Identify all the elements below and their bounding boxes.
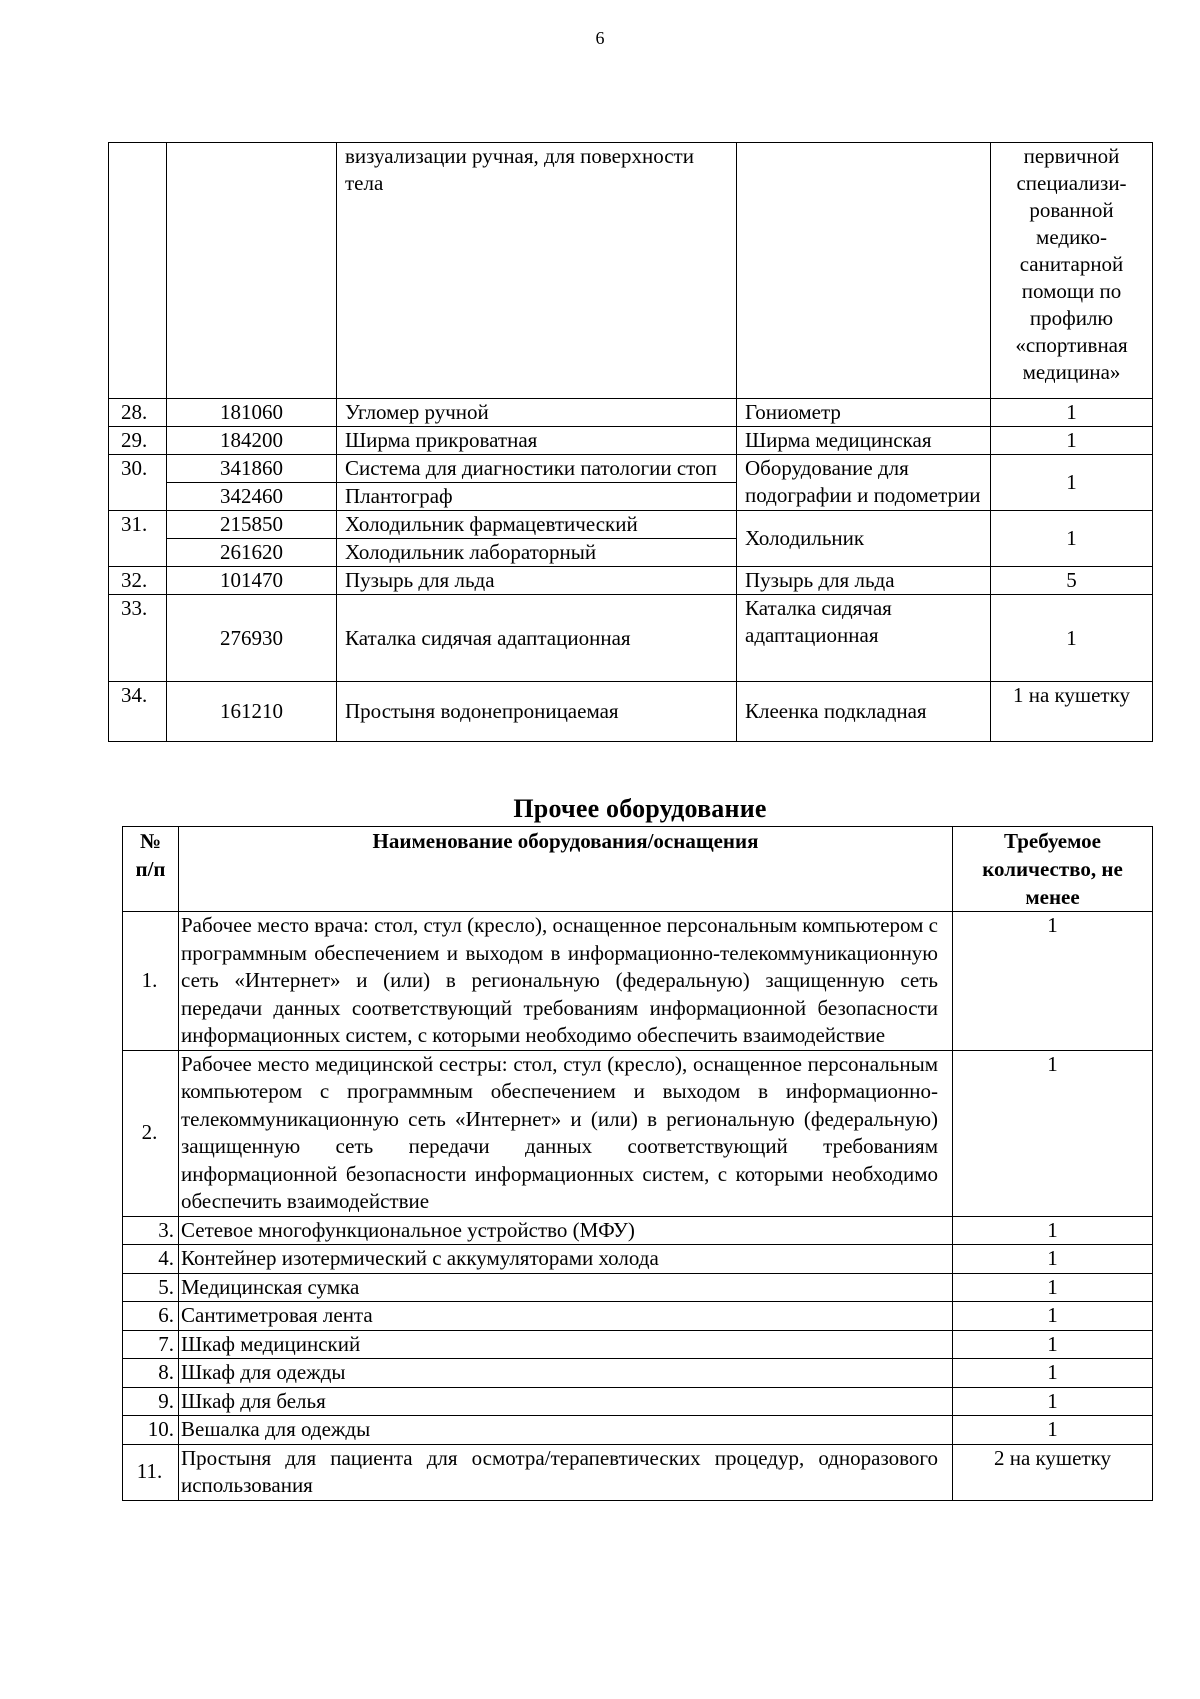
row-qty: 2 на кушетку (953, 1444, 1153, 1500)
table-row (123, 1302, 1153, 1331)
row-name: Шкаф медицинский (179, 1330, 953, 1359)
row-number: 9. (123, 1387, 179, 1416)
row-category: Ширма медицинская (737, 427, 991, 455)
row-name: Холодильник лабораторный (337, 539, 737, 567)
row-number: 7. (123, 1330, 179, 1359)
row-qty: 1 (953, 912, 1153, 1051)
row-qty: 1 (991, 595, 1153, 682)
row-qty: 1 (953, 1050, 1153, 1216)
page-number: 6 (595, 28, 605, 48)
row-name: Медицинская сумка (179, 1273, 953, 1302)
row-code: 215850 (167, 511, 337, 539)
row-number: 10. (123, 1416, 179, 1445)
row-name: Угломер ручной (337, 399, 737, 427)
table-row (123, 1444, 1153, 1500)
row-code: 101470 (167, 567, 337, 595)
row-code: 184200 (167, 427, 337, 455)
row-number: 29. (109, 427, 167, 455)
row-name: Контейнер изотермический с аккумуляторами холода (179, 1245, 953, 1274)
row-number: 34. (109, 682, 167, 742)
row-name: Холодильник фармацевтический (337, 511, 737, 539)
table-row (123, 1245, 1153, 1274)
row-code: 261620 (167, 539, 337, 567)
header-name: Наименование оборудования/оснащения (179, 827, 953, 912)
row-qty: 5 (991, 567, 1153, 595)
row-number: 4. (123, 1245, 179, 1274)
row-code: 276930 (167, 595, 337, 682)
row-qty: 1 на кушетку (991, 682, 1153, 742)
row-name: Пузырь для льда (337, 567, 737, 595)
row-name: Сетевое многофункциональное устройство (МФУ) (179, 1216, 953, 1245)
row-name: Каталка сидячая адаптационная (337, 595, 737, 682)
row-name: Сантиметровая лента (179, 1302, 953, 1331)
row-code: 181060 (167, 399, 337, 427)
table-row (109, 595, 1153, 682)
table-row (123, 1050, 1153, 1216)
row-qty: 1 (953, 1330, 1153, 1359)
row-category: Гониометр (737, 399, 991, 427)
cont-name: визуализации ручная, для поверхности тела (345, 144, 694, 195)
row-qty: 1 (953, 1273, 1153, 1302)
row-name: Простыня водонепроницаемая (337, 682, 737, 742)
row-number: 3. (123, 1216, 179, 1245)
row-qty: 1 (953, 1245, 1153, 1274)
table-row (123, 1216, 1153, 1245)
row-name: Плантограф (337, 483, 737, 511)
row-name: Простыня для пациента для осмотра/терапевтических процедур, одноразового использования (179, 1444, 953, 1500)
other-equipment-table (122, 826, 1153, 1501)
qty-line: медико- (1036, 225, 1107, 249)
qty-line: рованной (1029, 198, 1114, 222)
row-name: Рабочее место врача: стол, стул (кресло), оснащенное персональным компьютером с программным обеспечением и выходом в информационно-телекоммуникационную сеть «Интернет» и (или) в региональную (федеральную) защищенную сеть передачи данных соответствующий требованиям информационной безопасности информационных систем, с которыми необходимо обеспечить взаимодействие (179, 912, 953, 1051)
row-qty: 1 (991, 427, 1153, 455)
section-title: Прочее оборудование (513, 794, 767, 823)
row-name: Шкаф для одежды (179, 1359, 953, 1388)
row-name: Вешалка для одежды (179, 1416, 953, 1445)
qty-line: первичной (1023, 144, 1120, 168)
code-cell (167, 143, 337, 399)
qty-line: профилю (1029, 306, 1114, 330)
row-qty: 1 (953, 1359, 1153, 1388)
header-num: № п/п (123, 827, 179, 912)
row-qty: 1 (953, 1216, 1153, 1245)
table-row (123, 1387, 1153, 1416)
row-number: 5. (123, 1273, 179, 1302)
row-name: Система для диагностики патологии стоп (337, 455, 737, 483)
qty-line: санитарной (1019, 252, 1124, 276)
row-name: Ширма прикроватная (337, 427, 737, 455)
cat-cell (737, 143, 991, 399)
qty-line: помощи по (1021, 279, 1122, 303)
num-cell (109, 143, 167, 399)
row-category: Холодильник (737, 511, 991, 567)
qty-line: специализи- (1016, 171, 1127, 195)
row-number: 2. (123, 1050, 179, 1216)
row-number: 28. (109, 399, 167, 427)
row-number: 32. (109, 567, 167, 595)
name-cell (337, 143, 737, 399)
table-row (109, 511, 1153, 539)
table-row (123, 1416, 1153, 1445)
row-number: 11. (123, 1444, 179, 1500)
table-row (109, 399, 1153, 427)
row-number: 6. (123, 1302, 179, 1331)
row-number: 1. (123, 912, 179, 1051)
qty-cell (991, 143, 1153, 399)
row-qty: 1 (991, 399, 1153, 427)
row-name: Рабочее место медицинской сестры: стол, стул (кресло), оснащенное персональным компьютером с программным обеспечением и выходом в информационно-телекоммуникационную сеть «Интернет» и (или) в региональную (федеральную) защищенную сеть передачи данных соответствующий требованиям информационной безопасности информационных систем, с которыми необходимо обеспечить взаимодействие (179, 1050, 953, 1216)
row-name: Шкаф для белья (179, 1387, 953, 1416)
row-qty: 1 (953, 1416, 1153, 1445)
qty-line: медицина» (1022, 360, 1121, 384)
row-number: 8. (123, 1359, 179, 1388)
row-category: Пузырь для льда (737, 567, 991, 595)
row-qty: 1 (991, 511, 1153, 567)
table-row-continuation (109, 143, 1153, 399)
qty-line: «спортивная (1015, 333, 1128, 357)
row-qty: 1 (991, 455, 1153, 511)
row-code: 341860 (167, 455, 337, 483)
row-qty: 1 (953, 1387, 1153, 1416)
table-row (123, 1273, 1153, 1302)
row-code: 342460 (167, 483, 337, 511)
table-row (109, 427, 1153, 455)
table-row (109, 567, 1153, 595)
row-number: 30. (109, 455, 167, 511)
table-row (123, 1359, 1153, 1388)
row-number: 33. (109, 595, 167, 682)
row-number: 31. (109, 511, 167, 567)
table-row (109, 455, 1153, 483)
row-category: Каталка сидячая адаптационная (737, 595, 991, 682)
header-qty: Требуемое количество, не менее (953, 827, 1153, 912)
equipment-table (108, 142, 1153, 742)
row-code: 161210 (167, 682, 337, 742)
row-category: Клеенка подкладная (737, 682, 991, 742)
table-row (123, 1330, 1153, 1359)
table-header-row (123, 827, 1153, 912)
row-qty: 1 (953, 1302, 1153, 1331)
table-row (109, 682, 1153, 742)
row-category: Оборудование для подографии и подометрии (737, 455, 991, 511)
table-row (123, 912, 1153, 1051)
